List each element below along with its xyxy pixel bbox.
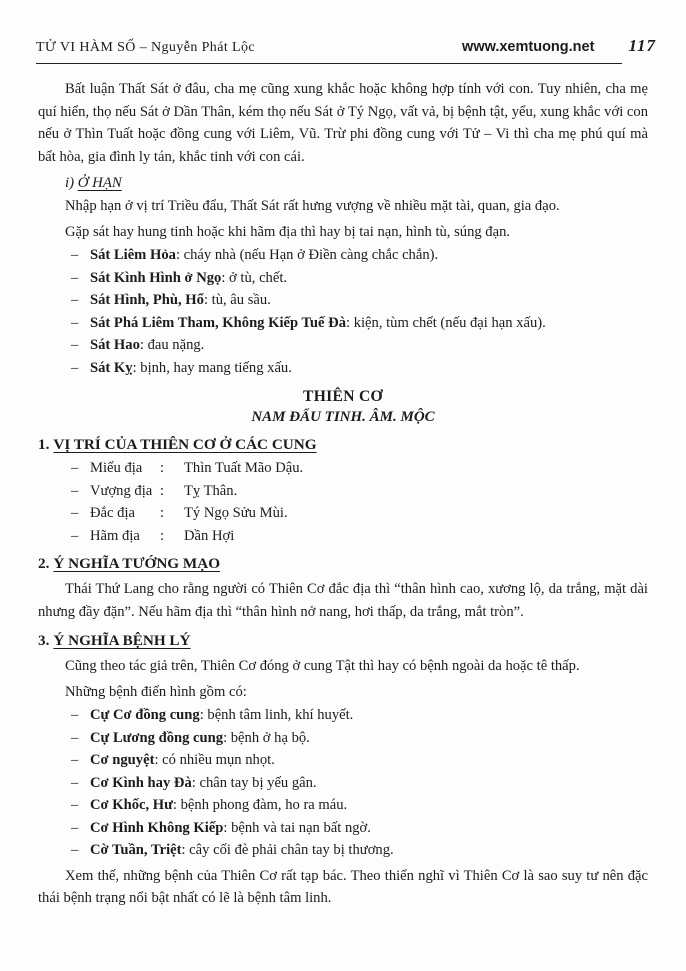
closing-paragraph: Xem thế, những bệnh của Thiên Cơ rất tạp bác. Theo thiển nghĩ vì Thiên Cơ là sao suy tư nên đặc thái bệnh trạng nổi bật nhất có lẽ là bệnh tâm linh. — [38, 867, 648, 906]
list-item — [38, 359, 648, 379]
dash-bullet: – — [71, 314, 79, 331]
list-item-text — [90, 774, 317, 794]
position-text — [90, 459, 303, 479]
list-desc: : bệnh và tai nạn bất ngờ. — [223, 819, 371, 836]
position-text — [90, 527, 234, 547]
list-item-text — [90, 314, 546, 334]
list-item — [38, 774, 648, 794]
list-item — [38, 336, 648, 356]
website-url: www.xemtuong.net — [462, 39, 595, 55]
position-colon: : — [160, 505, 165, 521]
position-text — [90, 482, 237, 502]
dash-bullet: – — [71, 797, 79, 813]
position-label: Hãm địa — [90, 527, 140, 544]
dash-bullet: – — [71, 707, 79, 723]
section-heading-2 — [38, 553, 648, 574]
position-value: Tỵ Thân. — [184, 482, 238, 499]
position-row — [38, 527, 648, 547]
section-heading-3 — [38, 630, 648, 651]
section-title: Ý NGHĨA TƯỚNG MẠO — [53, 555, 221, 572]
list-term: Sát Hình, Phù, Hổ — [90, 292, 204, 308]
page-number: 117 — [628, 36, 656, 55]
list-term: Sát Liêm Hỏa — [90, 247, 176, 263]
list-desc: : bệnh ở hạ bộ. — [223, 729, 310, 746]
page-content — [0, 64, 686, 910]
paragraph: Những bệnh điển hình gồm có: — [65, 683, 247, 700]
list-item — [38, 246, 648, 266]
list-item — [38, 841, 648, 861]
dash-bullet: – — [71, 729, 79, 746]
position-label: Miếu địa — [90, 460, 143, 476]
position-value: Tý Ngọ Sửu Mùi. — [184, 505, 288, 521]
paragraph: Cũng theo tác giả trên, Thiên Cơ đóng ở cung Tật thì hay có bệnh ngoài da hoặc tê thấp. — [65, 658, 580, 674]
list-item-text — [90, 729, 310, 749]
list-item-text — [90, 269, 287, 289]
book-title: TỬ VI HÀM SỐ – Nguyễn Phát Lộc — [36, 40, 255, 55]
dash-bullet: – — [71, 842, 79, 858]
section-number: 1. — [38, 436, 50, 453]
list-desc: : cháy nhà (nếu Hạn ở Điền càng chắc chắn). — [175, 247, 439, 263]
dash-bullet: – — [71, 247, 79, 263]
list-desc: : cây cối đè phải chân tay bị thương. — [181, 842, 394, 858]
position-label: Đắc địa — [90, 505, 135, 521]
list-item-text — [90, 819, 371, 839]
section-number: 2. — [38, 555, 50, 572]
list-desc: : chân tay bị yếu gân. — [191, 774, 317, 791]
list-term: Cơ nguyệt — [90, 752, 155, 768]
list-term: Cờ Tuần, Triệt — [90, 842, 182, 858]
list-desc: : bịnh, hay mang tiếng xấu. — [132, 359, 292, 376]
position-text — [90, 504, 288, 524]
section-title: VỊ TRÍ CỦA THIÊN CƠ Ở CÁC CUNG — [53, 436, 317, 453]
dash-bullet: – — [71, 527, 79, 544]
position-colon: : — [160, 460, 165, 476]
paragraph: Gặp sát hay hung tinh hoặc khi hãm địa thì hay bị tai nạn, hình tù, súng đạn. — [65, 223, 511, 240]
list-item — [38, 314, 648, 334]
list-item-text — [90, 336, 204, 356]
list-desc: : kiện, tùm chết (nếu đại hạn xấu). — [346, 314, 546, 331]
list-term: Cự Lương đồng cung — [90, 729, 224, 746]
list-item-text — [90, 796, 347, 816]
chapter-heading — [38, 387, 648, 427]
list-desc: : có nhiều mụn nhọt. — [154, 752, 275, 768]
position-value: Thìn Tuất Mão Dậu. — [184, 460, 304, 476]
list-item — [38, 291, 648, 311]
list-desc: : tù, âu sầu. — [203, 292, 271, 308]
position-value: Dần Hợi — [184, 527, 235, 544]
section-heading-1 — [38, 434, 648, 455]
page-header — [0, 0, 686, 56]
list-term: Cơ Kình hay Đà — [90, 774, 192, 791]
dash-bullet: – — [71, 292, 79, 308]
dash-bullet: – — [71, 269, 79, 286]
dash-bullet: – — [71, 482, 79, 499]
chapter-subtitle: NAM ĐẨU TINH. ÂM. MỘC — [251, 409, 435, 425]
position-label: Vượng địa — [90, 482, 153, 499]
position-row — [38, 504, 648, 524]
subsection-prefix: i) — [65, 175, 75, 191]
position-colon: : — [160, 527, 165, 544]
chapter-title: THIÊN CƠ — [303, 388, 383, 405]
list-item-text — [90, 359, 292, 379]
section-title: Ý NGHĨA BỆNH LÝ — [53, 632, 191, 649]
subsection-heading-o-han — [38, 175, 648, 192]
dash-bullet: – — [71, 819, 79, 836]
dash-bullet: – — [71, 505, 79, 521]
list-item — [38, 796, 648, 816]
list-item-text — [90, 751, 275, 771]
list-item — [38, 751, 648, 771]
paragraph: Nhập hạn ở vị trí Triều đẩu, Thất Sát rất hưng vượng về nhiều mặt tài, quan, gia đạo. — [65, 198, 560, 214]
list-desc: : ở tù, chết. — [221, 269, 288, 286]
header-right — [462, 36, 656, 56]
subsection-title: Ở HẠN — [77, 175, 122, 191]
position-row — [38, 482, 648, 502]
list-term: Cơ Khốc, Hư — [90, 797, 173, 813]
list-desc: : đau nặng. — [139, 337, 205, 353]
position-colon: : — [160, 482, 165, 499]
list-term: Sát Phá Liêm Tham, Không Kiếp Tuế Đà — [90, 314, 346, 331]
list-item-text — [90, 841, 394, 861]
list-item — [38, 819, 648, 839]
list-item-text — [90, 706, 353, 726]
list-term: Sát Hao — [90, 337, 140, 353]
dash-bullet: – — [71, 337, 79, 353]
list-item-text — [90, 291, 271, 311]
list-desc: : bệnh tâm linh, khí huyết. — [199, 707, 354, 723]
paragraph: Thái Thứ Lang cho rằng người có Thiên Cơ đắc địa thì “thân hình cao, xương lộ, da trắng, mặt dài nhưng đầy đặn”. Nếu hãm địa thì “thân hình nở nang, hơi thấp, da trắng, mắt tròn”. — [38, 581, 648, 620]
section-number: 3. — [38, 632, 50, 649]
intro-paragraph: Bất luận Thất Sát ở đâu, cha mẹ cũng xung khắc hoặc không hợp tính với con. Tuy nhiên, cha mẹ quí hiển, thọ nếu Sát ở Dần Thân, kém thọ nếu Sát ở Tý Ngọ, vất vả, bị bệnh tật, yểu, xung khắc với con nếu ở Thìn Tuất hoặc đồng cung với Liêm, Vũ. Trừ phi đồng cung với Tử – Vi thì cha mẹ phú quí mà bất hòa, gia đình ly tán, khắc tinh với con cái. — [38, 81, 648, 165]
dash-bullet: – — [71, 460, 79, 476]
dash-bullet: – — [71, 774, 79, 791]
list-term: Cự Cơ đồng cung — [90, 707, 200, 723]
list-desc: : bệnh phong đàm, ho ra máu. — [172, 797, 348, 813]
list-item-text — [90, 246, 438, 266]
list-item — [38, 269, 648, 289]
list-term: Sát Kình Hình ở Ngọ — [90, 269, 222, 286]
list-term: Cơ Hình Không Kiếp — [90, 819, 224, 836]
dash-bullet: – — [71, 359, 79, 376]
position-row — [38, 459, 648, 479]
list-item — [38, 729, 648, 749]
list-item — [38, 706, 648, 726]
dash-bullet: – — [71, 752, 79, 768]
list-term: Sát Kỵ — [90, 359, 133, 376]
